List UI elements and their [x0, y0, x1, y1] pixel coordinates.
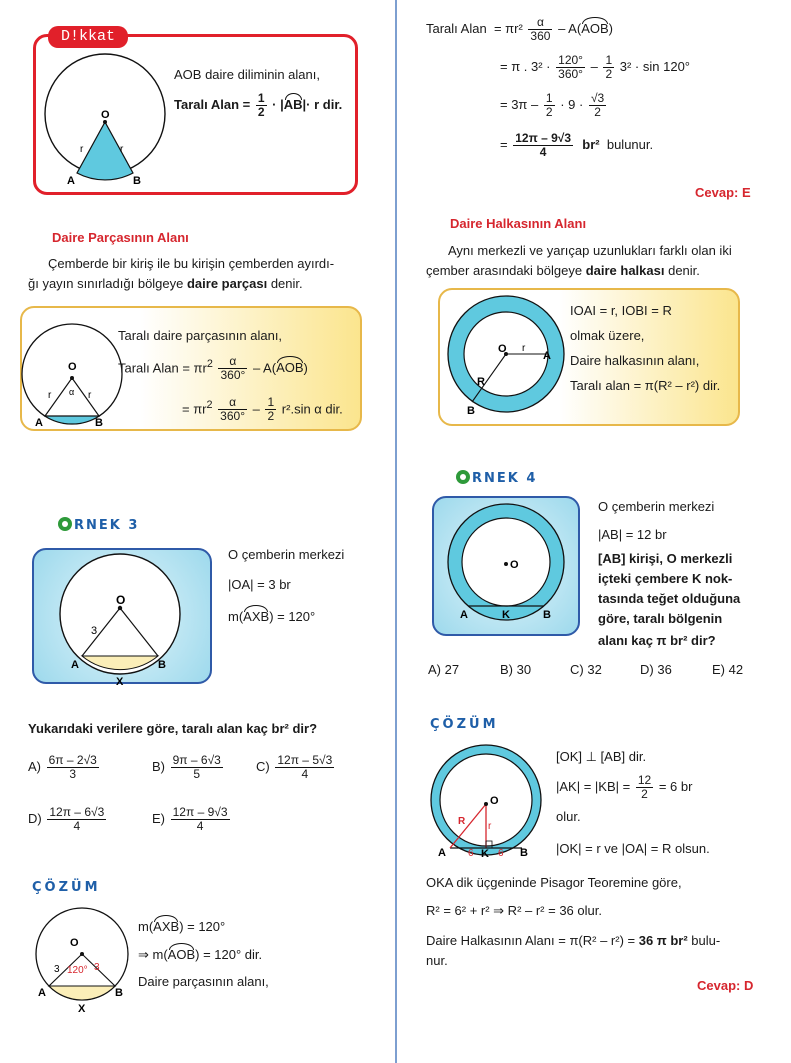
fig-label-b: B [543, 609, 551, 621]
fig-label-b: B [95, 417, 103, 429]
parca-text2: ğı yayın sınırladığı bölgeye daire parçası denir. [28, 276, 303, 291]
cozum4-l4: |OK| = r ve |OA| = R olsun. [556, 841, 710, 856]
fig-label-a: A [38, 987, 46, 999]
halka-b4: Taralı alan = π(R² – r²) dir. [570, 378, 721, 393]
rt-line2: = π . 3² · $\frac{120^\circ}{360^\circ}$ – $\frac{1}{2}$ 3² · sin 120° [500, 53, 690, 81]
option-key: B) [500, 662, 513, 677]
option-c[interactable] [570, 662, 602, 677]
halka-b3: Daire halkasının alanı, [570, 353, 700, 368]
dikkat-line1: AOB daire diliminin alanı, [174, 67, 320, 82]
ornek4-title: RNEK 4 [456, 470, 537, 486]
fig-label-b: B [520, 847, 528, 859]
halka-heading: Daire Halkasının Alanı [450, 216, 587, 231]
halka-figure [440, 290, 572, 422]
option-value: 27 [444, 662, 460, 677]
halka-text2: çember arasındaki bölgeye daire halkası denir. [426, 263, 700, 278]
ornek3-l1: O çemberin merkezi [228, 547, 345, 562]
rt-line4: = $\frac{12\pi - 9√3}{4}$ br² bulunur. [500, 131, 654, 159]
fig-label-k: K [502, 609, 510, 621]
halka-b1: IOAI = r, IOBI = R [570, 303, 672, 318]
option-numerator: 12π – 5√3 [277, 753, 333, 767]
ornek3-question: Yukarıdaki verilere göre, taralı alan kaç br² dir? [28, 721, 318, 736]
rt-cevap: Cevap: E [695, 185, 751, 200]
cozum3-title: ÇÖZÜM [32, 880, 101, 895]
ornek3-l3: m(AXB) = 120° [228, 609, 316, 624]
option-value: 32 [587, 662, 602, 677]
fig-label-o: O [116, 593, 126, 607]
option-key: D) [640, 662, 654, 677]
halka-b2: olmak üzere, [570, 328, 645, 343]
option-d[interactable] [28, 806, 108, 833]
fig-label-a: A [460, 609, 468, 621]
fig-label-r: 3 [91, 625, 98, 637]
cozum4-cevap: Cevap: D [697, 978, 754, 993]
rt-line1: Taralı Alan = πr² $\frac{\alpha}{360}$ – A(AOB) [426, 15, 613, 43]
cozum3-figure [30, 904, 142, 1016]
cozum4-figure [428, 744, 550, 860]
option-denominator: 4 [301, 767, 309, 781]
ornek3-title: RNEK 3 [58, 517, 139, 533]
fig-label-r1: r [48, 390, 52, 401]
option-numerator: 9π – 6√3 [172, 753, 221, 767]
fig-label-x: X [78, 1003, 86, 1015]
fig-label-angle: 120° [67, 965, 88, 976]
fig-label-b: B [467, 405, 475, 417]
option-value: 36 [657, 662, 672, 677]
fig-label-x: X [116, 676, 124, 688]
option-key: B) [152, 758, 165, 774]
ornek4-l3: [AB] kirişi, O merkezli [598, 551, 733, 566]
fig-label-a: A [67, 175, 75, 187]
option-key: D) [28, 810, 42, 826]
option-key: C) [570, 662, 584, 677]
fig-label-a: A [35, 417, 43, 429]
option-denominator: 4 [196, 819, 204, 833]
cozum3-l1: m(AXB) = 120° [138, 919, 226, 934]
option-a[interactable] [428, 662, 459, 677]
ornek3-figure [55, 550, 195, 690]
fig-label-b: B [158, 659, 166, 671]
option-key: E) [152, 810, 165, 826]
fig-label-b: B [115, 987, 123, 999]
dikkat-sector-figure [40, 46, 170, 191]
dikkat-tag: D!kkat [48, 26, 128, 48]
fig-label-r: r [522, 343, 526, 354]
fig-label-o: O [101, 109, 110, 121]
column-divider [395, 0, 397, 1063]
fig-label-r2: r [88, 390, 92, 401]
rt-line3: = 3π – $\frac{1}{2}$ · 9 · $\frac{√3}{2}$ [500, 91, 605, 119]
option-d[interactable] [640, 662, 672, 677]
option-value: 30 [516, 662, 532, 677]
parca-heading: Daire Parçasının Alanı [52, 230, 189, 245]
fig-label-r2: r [120, 144, 124, 155]
cozum4-l1: [OK] ⊥ [AB] dir. [556, 749, 647, 764]
option-b[interactable] [500, 662, 531, 677]
option-key: C) [256, 758, 270, 774]
option-c[interactable] [256, 754, 336, 781]
ornek4-l4: içteki çembere K nok- [598, 571, 733, 586]
fig-label-o: O [490, 795, 499, 807]
option-key: A) [28, 758, 41, 774]
option-numerator: 12π – 6√3 [49, 805, 105, 819]
fig-label-r1: 3 [54, 964, 60, 975]
cozum4-title: ÇÖZÜM [430, 717, 499, 732]
parca-text1: Çemberde bir kiriş ile bu kirişin çemberden ayırdı- [48, 256, 335, 271]
fig-label-o: O [510, 559, 519, 571]
ornek4-l5: tasında teğet olduğuna [598, 591, 741, 606]
cozum4-l3: olur. [556, 809, 581, 824]
cozum4-l8: nur. [426, 953, 448, 968]
parca-box-line1: Taralı daire parçasının alanı, [118, 328, 283, 343]
cozum4-l5: OKA dik üçgeninde Pisagor Teoremine göre, [426, 875, 682, 890]
cozum3-l3: Daire parçasının alanı, [138, 974, 269, 989]
cozum4-l7: Daire Halkasının Alanı = π(R² – r²) = 36 π br² bulu- [426, 933, 721, 948]
cozum4-l6: R² = 6² + r² ⇒ R² – r² = 36 olur. [426, 903, 602, 918]
option-a[interactable] [28, 754, 101, 781]
fig-label-r1: r [80, 144, 84, 155]
fig-label-rr: R [477, 376, 485, 388]
parca-figure [20, 318, 130, 436]
ornek4-l1: O çemberin merkezi [598, 499, 715, 514]
fig-label-r: r [488, 821, 492, 832]
option-key: A) [428, 662, 441, 677]
fig-label-a: A [543, 350, 551, 362]
ornek4-l7: alanı kaç π br² dir? [598, 633, 716, 648]
fig-label-k: K [481, 848, 489, 860]
option-e[interactable] [152, 806, 232, 833]
fig-label-a: A [71, 659, 79, 671]
dikkat-formula: Taralı Alan = $\frac{1}{2}$ · |AB|· r dir. [174, 91, 343, 119]
ornek4-figure [440, 500, 572, 632]
option-denominator: 4 [73, 819, 81, 833]
option-e[interactable] [712, 662, 743, 677]
ornek4-l2: |AB| = 12 br [598, 527, 667, 542]
option-denominator: 5 [193, 767, 201, 781]
option-denominator: 3 [69, 767, 77, 781]
option-numerator: 12π – 9√3 [172, 805, 228, 819]
cozum4-l2: |AK| = |KB| = $\frac{12}{2}$ = 6 br [556, 773, 693, 801]
halka-text1: Aynı merkezli ve yarıçap uzunlukları farklı olan iki [448, 243, 732, 258]
option-b[interactable] [152, 754, 225, 781]
option-value: 42 [728, 662, 744, 677]
cozum3-l2: ⇒ m(AOB) = 120° dir. [138, 947, 263, 962]
fig-label-o: O [68, 361, 77, 373]
option-numerator: 6π – 2√3 [48, 753, 97, 767]
ornek4-l6: göre, taralı bölgenin [598, 611, 723, 626]
option-key: E) [712, 662, 725, 677]
fig-label-b: B [133, 175, 141, 187]
fig-label-r2: 3 [94, 962, 100, 973]
fig-label-rr: R [458, 816, 466, 827]
fig-label-alpha: α [69, 387, 75, 397]
parca-formula1: Taralı Alan = $\pi r^2$ $\frac{\alpha}{360^\circ}$ – A(AOB) [118, 354, 308, 383]
fig-label-o: O [498, 343, 507, 355]
fig-label-o: O [70, 937, 79, 949]
fig-label-a: A [438, 847, 446, 859]
fig-label-s1: 6 [468, 848, 474, 859]
ornek3-l2: |OA| = 3 br [228, 577, 291, 592]
fig-label-s2: 6 [498, 848, 504, 859]
parca-formula2: = $\pi r^2$ $\frac{\alpha}{360^\circ}$ – $\frac{1}{2}$ r².sin α dir. [182, 395, 343, 424]
